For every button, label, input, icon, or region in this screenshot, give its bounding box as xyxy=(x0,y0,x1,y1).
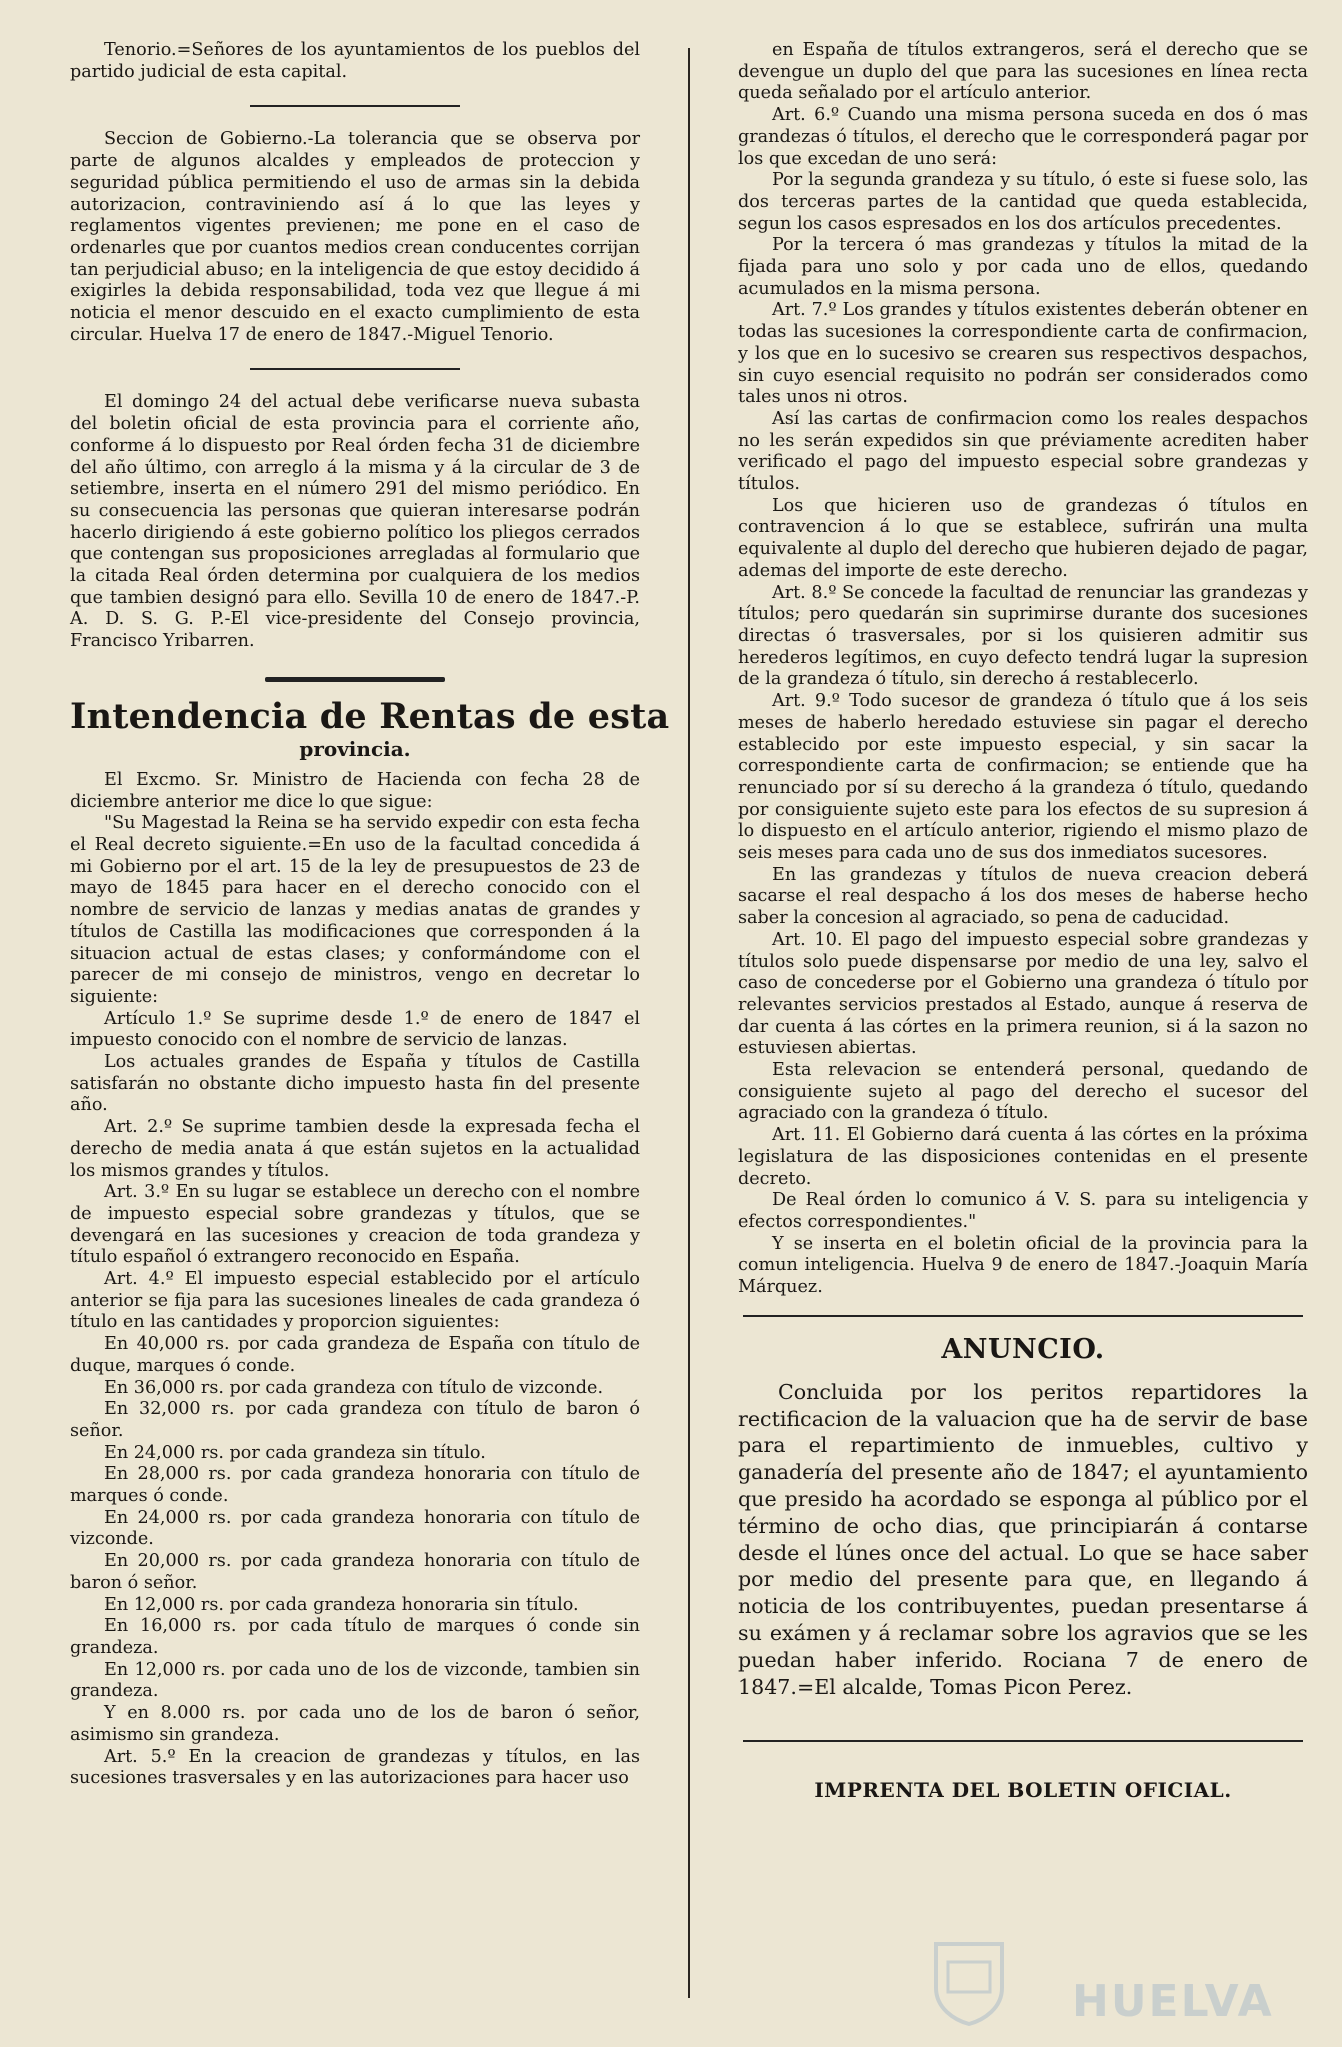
decree-paragraph: en España de títulos extrangeros, será el derecho que se devengue un duplo del que para las sucesiones en línea recta queda señalado por el artículo anterior. xyxy=(738,40,1308,104)
section-heading: Intendencia de Rentas de esta xyxy=(70,695,670,737)
left-column xyxy=(70,40,670,1790)
decree-paragraph: En 40,000 rs. por cada grandeza de España con título de duque, marques ó conde. xyxy=(70,1334,640,1376)
seccion-gobierno-circular: Seccion de Gobierno.-La tolerancia que se observa por parte de algunos alcaldes y empleados de proteccion y seguridad pública permitiendo el uso de armas sin la debida autorizacion, contraviniendo así á lo que las leyes y reglamentos vigentes previenen; me pone en el caso de ordenarles que por cuantos medios crean conducentes corrijan tan perjudicial abuso; en la inteligencia de que estoy decidido á exigirles la debida responsabilidad, toda vez que llegue á mi noticia el menor descuido en el exacto cumplimiento de esta circular. Huelva 17 de enero de 1847.-Miguel Tenorio. xyxy=(70,129,640,345)
decree-paragraph: De Real órden lo comunico á V. S. para su inteligencia y efectos correspondientes." xyxy=(738,1190,1308,1232)
tenorio-notice: Tenorio.=Señores de los ayuntamientos de los pueblos del partido judicial de esta capital. xyxy=(70,40,640,82)
decree-paragraph: "Su Magestad la Reina se ha servido expedir con esta fecha el Real decreto siguiente.=En uso de la facultad concedida á mi Gobierno por el art. 15 de la ley de presupuestos de 23 de mayo de 1845 para hacer en el derecho conocido con el nombre de servicio de lanzas y medias anatas de grandes y títulos de Castilla las modificaciones que corresponden á la situacion actual de estas clases; y conformándome con el parecer de mi consejo de ministros, vengo en decretar lo siguiente: xyxy=(70,813,640,1007)
decree-paragraph: En las grandezas y títulos de nueva creacion deberá sacarse el real despacho á los dos meses de haberse hecho saber la concesion al agraciado, so pena de caducidad. xyxy=(738,864,1308,929)
shield-icon xyxy=(932,1940,1006,2026)
watermark-text: HUELVA xyxy=(1072,1976,1274,2027)
subasta-notice: El domingo 24 del actual debe verificarse nueva subasta del boletin oficial de esta provincia para el corriente año, conforme á lo dispuesto por Real órden fecha 31 de diciembre del año último, con arreglo á la misma y á la circular de 3 de setiembre, inserta en el número 291 del mismo periódico. En su consecuencia las personas que quieran interesarse podrán hacerlo dirigiendo á este gobierno político los pliegos cerrados que contengan sus proposiciones arregladas al formulario que la citada Real órden determina por cualquiera de los medios que tambien designó para ello. Sevilla 10 de enero de 1847.-P. A. D. S. G. P.-El vice-presidente del Consejo provincia, Francisco Yribarren. xyxy=(70,392,640,652)
column-divider xyxy=(688,48,690,1998)
decree-paragraph: Art. 11. El Gobierno dará cuenta á las córtes en la próxima legislatura de las disposiciones contenidas en el presente decreto. xyxy=(738,1125,1308,1189)
decree-paragraph: Art. 8.º Se concede la facultad de renunciar las grandezas y títulos; pero quedarán sin suprimirse durante dos sucesiones directas ó trasversales, por si los quisieren admitir sus herederos legítimos, en cuyo defecto tendrá lugar la supresion de la grandeza ó título, sin derecho á restablecerlo. xyxy=(738,582,1308,690)
decree-paragraph: En 28,000 rs. por cada grandeza honoraria con título de marques ó conde. xyxy=(70,1464,640,1507)
decree-paragraph: Art. 7.º Los grandes y títulos existentes deberán obtener en todas las sucesiones la correspondiente carta de confirmacion, y los que en lo sucesivo se crearen sus respectivos despachos, sin cuyo esencial requisito no podrán ser considerados como tales unos ni otros. xyxy=(738,300,1308,408)
decree-paragraph: En 20,000 rs. por cada grandeza honoraria con título de baron ó señor. xyxy=(70,1551,640,1593)
thick-separator xyxy=(265,677,445,682)
decree-paragraph: Art. 10. El pago del impuesto especial sobre grandezas y títulos solo puede dispensarse por medio de una ley, salvo el caso de concederse por el Gobierno una grandeza ó título por relevantes servicios prestados al Estado, aunque á reserva de dar cuenta á las córtes en la primera reunion, si á la sazon no estuviesen abiertas. xyxy=(738,929,1308,1059)
separator xyxy=(250,368,460,370)
imprenta-footer: IMPRENTA DEL BOLETIN OFICIAL. xyxy=(814,1778,1232,1803)
decree-paragraph: En 16,000 rs. por cada título de marques ó conde sin grandeza. xyxy=(70,1616,640,1658)
decree-paragraph: Art. 5.º En la creacion de grandezas y títulos, en las sucesiones trasversales y en las autorizaciones para hacer uso xyxy=(70,1746,640,1789)
decree-paragraph: El Excmo. Sr. Ministro de Hacienda con fecha 28 de diciembre anterior me dice lo que sigue: xyxy=(70,769,640,812)
decree-paragraph: Art. 2.º Se suprime tambien desde la expresada fecha el derecho de media anata á que están sujetos en la actualidad los mismos grandes y títulos. xyxy=(70,1117,640,1181)
decree-paragraph: Los actuales grandes de España y títulos de Castilla satisfarán no obstante dicho impuesto hasta fin del presente año. xyxy=(70,1052,640,1116)
decree-paragraph: Artículo 1.º Se suprime desde 1.º de enero de 1847 el impuesto conocido con el nombre de servicio de lanzas. xyxy=(70,1008,640,1051)
decree-paragraph: Y en 8.000 rs. por cada uno de los de baron ó señor, asimismo sin grandeza. xyxy=(70,1703,640,1745)
decree-paragraph: Por la tercera ó mas grandezas y títulos la mitad de la fijada para uno solo y por cada uno de ellos, quedando acumulados en la misma persona. xyxy=(738,235,1308,299)
anuncio-title: ANUNCIO. xyxy=(941,1333,1105,1365)
decree-text-right xyxy=(738,40,1308,1299)
section-subheading: provincia. xyxy=(299,736,411,761)
decree-paragraph: En 12,000 rs. por cada uno de los de vizconde, tambien sin grandeza. xyxy=(70,1659,640,1702)
separator xyxy=(743,1740,1303,1742)
separator xyxy=(743,1315,1303,1317)
decree-paragraph: En 32,000 rs. por cada grandeza con título de baron ó señor. xyxy=(70,1399,640,1441)
archive-watermark xyxy=(932,1940,1272,2030)
decree-text-left xyxy=(70,770,640,1790)
decree-paragraph: En 12,000 rs. por cada grandeza honoraria sin título. xyxy=(104,1594,579,1615)
decree-paragraph: Art. 9.º Todo sucesor de grandeza ó título que á los seis meses de haberlo heredado estuviese sin pagar el derecho establecido por este impuesto especial, y sin sacar la correspondiente carta de confirmacion; se entiende que ha renunciado por sí su derecho á la grandeza ó título, quedando por consiguiente sujeto este para los efectos de su supresion á lo dispuesto en el artículo anterior, rigiendo el mismo plazo de seis meses para cada uno de sus dos inmediatos sucesores. xyxy=(738,691,1308,864)
anuncio-text: Concluida por los peritos repartidores la rectificacion de la valuacion que ha de servir de base para el repartimiento de inmuebles, cultivo y ganadería del presente año de 1847; el ayuntamiento que presido ha acordado se esponga al público por el término de ocho dias, que principiarán á contarse desde el lúnes once del actual. Lo que se hace saber por medio del presente para que, en llegando á noticia de los contribuyentes, puedan presentarse á su exámen y á reclamar sobre los agravios que se les puedan haber inferido. Rociana 7 de enero de 1847.=El alcalde, Tomas Picon Perez. xyxy=(738,1379,1308,1699)
decree-paragraph: En 36,000 rs. por cada grandeza con título de vizconde. xyxy=(104,1377,604,1398)
decree-paragraph: Esta relevacion se entenderá personal, quedando de consiguiente sujeto al pago del derecho el sucesor del agraciado con la grandeza ó título. xyxy=(738,1060,1308,1124)
decree-paragraph: Art. 6.º Cuando una misma persona suceda en dos ó mas grandezas ó títulos, el derecho que le corresponderá pagar por los que excedan de uno será: xyxy=(738,105,1308,169)
decree-paragraph: En 24,000 rs. por cada grandeza honoraria con título de vizconde. xyxy=(70,1507,640,1550)
decree-paragraph: Y se inserta en el boletin oficial de la provincia para la comun inteligencia. Huelva 9 de enero de 1847.-Joaquin María Márquez. xyxy=(738,1233,1308,1298)
decree-paragraph: Por la segunda grandeza y su título, ó este si fuese solo, las dos terceras partes de la cantidad que queda establecida, segun los casos espresados en los dos artículos precedentes. xyxy=(738,170,1308,234)
right-column xyxy=(738,40,1308,1802)
decree-paragraph: Los que hicieren uso de grandezas ó títulos en contravencion á lo que se establece, sufrirán una multa equivalente al duplo del derecho que hubieren dejado de pagar, ademas del importe de este derecho. xyxy=(738,495,1308,581)
decree-paragraph: En 24,000 rs. por cada grandeza sin título. xyxy=(104,1442,486,1463)
decree-paragraph: Así las cartas de confirmacion como los reales despachos no les serán expedidos sin que préviamente acrediten haber verificado el pago del impuesto especial sobre grandezas y títulos. xyxy=(738,408,1308,495)
decree-paragraph: Art. 4.º El impuesto especial establecido por el artículo anterior se fija para las sucesiones lineales de cada grandeza ó título en las cantidades y proporcion siguientes: xyxy=(70,1269,640,1333)
decree-paragraph: Art. 3.º En su lugar se establece un derecho con el nombre de impuesto especial sobre grandezas y títulos, que se devengará en las sucesiones y creacion de toda grandeza y título español ó extrangero reconocido en España. xyxy=(70,1182,640,1268)
separator xyxy=(250,105,460,107)
